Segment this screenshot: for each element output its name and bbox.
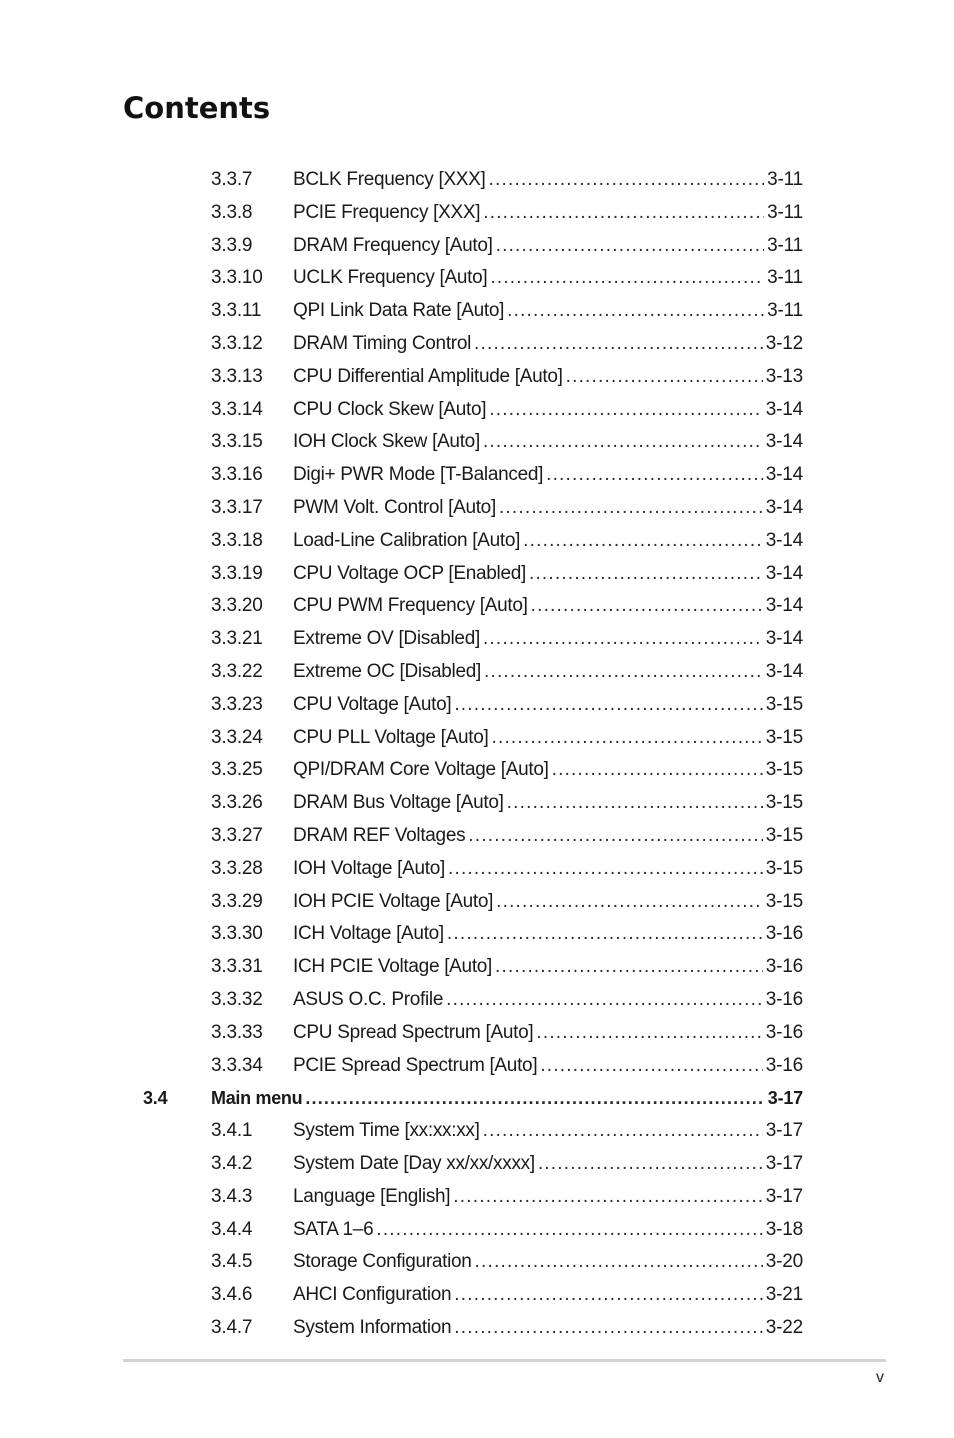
- toc-entry-title: System Date [Day xx/xx/xxxx]: [293, 1152, 535, 1174]
- toc-entry-number: 3.4.7: [211, 1316, 253, 1338]
- toc-dot-leader: [507, 295, 764, 328]
- toc-entry-number: 3.3.30: [211, 923, 263, 945]
- toc-entry-line: [293, 558, 803, 591]
- toc-entry-title: ICH PCIE Voltage [Auto]: [293, 956, 493, 978]
- toc-entry-title: IOH Voltage [Auto]: [293, 857, 445, 879]
- toc-entry-number: 3.3.29: [211, 890, 263, 912]
- toc-entry-line: [293, 722, 803, 755]
- toc-entry-number: 3.3.15: [211, 431, 263, 453]
- toc-entry-page: 3-11: [767, 300, 803, 322]
- toc-entry-line: [293, 1312, 803, 1345]
- toc-entry[interactable]: [0, 164, 954, 197]
- toc-entry-title: Main menu: [211, 1088, 303, 1109]
- toc-entry-line: [293, 1115, 803, 1148]
- toc-entry-page: 3-15: [765, 857, 803, 879]
- toc-entry-number: 3.3.28: [211, 857, 263, 879]
- toc-entry[interactable]: [0, 886, 954, 919]
- toc-dot-leader: [489, 164, 765, 197]
- toc-entry-line: [293, 230, 803, 263]
- toc-dot-leader: [507, 787, 763, 820]
- toc-entry-title: CPU Spread Spectrum [Auto]: [293, 1021, 534, 1043]
- toc-entry-line: [293, 820, 803, 853]
- toc-entry-page: 3-21: [765, 1284, 803, 1306]
- toc-entry[interactable]: [0, 951, 954, 984]
- toc-entry-title: Extreme OC [Disabled]: [293, 660, 481, 682]
- toc-entry-number: 3.3.17: [211, 496, 263, 518]
- toc-entry-title: IOH PCIE Voltage [Auto]: [293, 890, 494, 912]
- toc-entry-page: 3-14: [765, 628, 803, 650]
- page-title: Contents: [123, 91, 271, 125]
- toc-entry[interactable]: [0, 590, 954, 623]
- toc-dot-leader: [447, 918, 763, 951]
- toc-entry-page: 3-11: [767, 234, 803, 256]
- toc-entry-page: 3-14: [765, 562, 803, 584]
- toc-dot-leader: [538, 1148, 763, 1181]
- toc-dot-leader: [454, 689, 762, 722]
- toc-entry-page: 3-17: [767, 1088, 803, 1109]
- toc-entry[interactable]: [0, 754, 954, 787]
- toc-entry-page: 3-22: [765, 1316, 803, 1338]
- toc-entry-line: [293, 459, 803, 492]
- toc-entry-title: PCIE Frequency [XXX]: [293, 201, 481, 223]
- toc-entry-line: [293, 1148, 803, 1181]
- toc-entry-page: 3-16: [765, 1054, 803, 1076]
- toc-entry-title: ASUS O.C. Profile: [293, 988, 444, 1010]
- toc-entry-line: [293, 689, 803, 722]
- toc-entry[interactable]: [0, 722, 954, 755]
- toc-entry-title: Load-Line Calibration [Auto]: [293, 529, 521, 551]
- toc-entry-title: PWM Volt. Control [Auto]: [293, 496, 496, 518]
- toc-entry[interactable]: [0, 1050, 954, 1083]
- toc-entry-page: 3-11: [767, 201, 803, 223]
- toc-entry-line: [293, 984, 803, 1017]
- toc-entry[interactable]: [0, 918, 954, 951]
- toc-entry-page: 3-16: [765, 923, 803, 945]
- toc-entry-line: [293, 426, 803, 459]
- toc-entry-line: [293, 361, 803, 394]
- toc-entry-number: 3.3.34: [211, 1054, 263, 1076]
- toc-entry-number: 3.4.1: [211, 1120, 253, 1142]
- toc-dot-leader: [496, 886, 763, 919]
- toc-entry[interactable]: [0, 656, 954, 689]
- toc-entry-title: CPU Clock Skew [Auto]: [293, 398, 487, 420]
- toc-dot-leader: [483, 1115, 763, 1148]
- toc-entry-title: PCIE Spread Spectrum [Auto]: [293, 1054, 538, 1076]
- toc-entry-number: 3.3.23: [211, 693, 263, 715]
- toc-entry[interactable]: [0, 558, 954, 591]
- toc-entry-page: 3-14: [765, 496, 803, 518]
- toc-entry-number: 3.3.16: [211, 464, 263, 486]
- toc-entry-title: CPU Voltage OCP [Enabled]: [293, 562, 526, 584]
- toc-entry-page: 3-11: [767, 169, 803, 190]
- toc-section-entry[interactable]: [0, 1082, 954, 1115]
- toc-dot-leader: [453, 1181, 762, 1214]
- toc-entry-number: 3.3.22: [211, 660, 263, 682]
- toc-entry[interactable]: [0, 787, 954, 820]
- toc-entry-title: DRAM REF Voltages: [293, 824, 466, 846]
- toc-entry-title: AHCI Configuration: [293, 1284, 452, 1306]
- toc-entry[interactable]: [0, 230, 954, 263]
- toc-entry-line: [293, 918, 803, 951]
- toc-entry[interactable]: [0, 1181, 954, 1214]
- toc-entry-title: DRAM Frequency [Auto]: [293, 234, 493, 256]
- toc-entry-line: [211, 1082, 803, 1115]
- toc-entry-line: [293, 1181, 803, 1214]
- toc-entry-page: 3-15: [765, 759, 803, 781]
- toc-entry-title: CPU PLL Voltage [Auto]: [293, 726, 489, 748]
- toc-entry-page: 3-16: [765, 988, 803, 1010]
- toc-entry-line: [293, 787, 803, 820]
- toc-dot-leader: [529, 558, 763, 591]
- toc-entry-number: 3.3.26: [211, 792, 263, 814]
- toc-entry-page: 3-16: [765, 1021, 803, 1043]
- toc-entry-number: 3.3.31: [211, 956, 263, 978]
- toc-entry-number: 3.4.4: [211, 1218, 253, 1240]
- toc-entry-title: IOH Clock Skew [Auto]: [293, 431, 480, 453]
- toc-entry-number: 3.3.18: [211, 529, 263, 551]
- toc-dot-leader: [305, 1082, 764, 1115]
- toc-dot-leader: [376, 1214, 762, 1247]
- toc-entry-title: System Information: [293, 1316, 452, 1338]
- toc-dot-leader: [489, 394, 763, 427]
- toc-entry[interactable]: [0, 394, 954, 427]
- toc-entry-line: [293, 656, 803, 689]
- toc-entry-number: 3.3.12: [211, 332, 263, 354]
- toc-entry[interactable]: [0, 984, 954, 1017]
- toc-entry-page: 3-14: [765, 529, 803, 551]
- toc-entry[interactable]: [0, 623, 954, 656]
- toc-entry[interactable]: [0, 1246, 954, 1279]
- toc-entry-page: 3-14: [765, 595, 803, 617]
- toc-entry-number: 3.3.10: [211, 267, 263, 289]
- toc-entry[interactable]: [0, 1279, 954, 1312]
- toc-dot-leader: [495, 951, 763, 984]
- toc-entry[interactable]: [0, 197, 954, 230]
- toc-dot-leader: [454, 1279, 762, 1312]
- toc-entry-page: 3-18: [765, 1218, 803, 1240]
- toc-entry[interactable]: [0, 853, 954, 886]
- toc-entry-line: [293, 853, 803, 886]
- toc-dot-leader: [490, 262, 764, 295]
- toc-entry[interactable]: [0, 328, 954, 361]
- toc-entry-line: [293, 164, 803, 197]
- toc-entry-line: [293, 295, 803, 328]
- toc-dot-leader: [552, 754, 763, 787]
- toc-entry[interactable]: [0, 492, 954, 525]
- toc-entry-page: 3-14: [765, 398, 803, 420]
- toc-entry-number: 3.3.25: [211, 759, 263, 781]
- toc-entry-line: [293, 1214, 803, 1247]
- toc-entry-number: 3.4: [143, 1088, 168, 1109]
- toc-entry-page: 3-15: [765, 726, 803, 748]
- toc-dot-leader: [566, 361, 763, 394]
- toc-dot-leader: [496, 230, 765, 263]
- toc-entry-page: 3-14: [765, 660, 803, 682]
- toc-entry-title: QPI/DRAM Core Voltage [Auto]: [293, 759, 549, 781]
- toc-entry-page: 3-12: [765, 332, 803, 354]
- toc-dot-leader: [446, 984, 763, 1017]
- toc-entry-title: QPI Link Data Rate [Auto]: [293, 300, 505, 322]
- toc-entry-number: 3.3.9: [211, 234, 253, 256]
- toc-entry-page: 3-15: [765, 890, 803, 912]
- toc-entry[interactable]: [0, 1148, 954, 1181]
- toc-entry-title: DRAM Timing Control: [293, 332, 472, 354]
- toc-entry-title: Language [English]: [293, 1185, 451, 1207]
- toc-entry[interactable]: [0, 525, 954, 558]
- toc-entry-page: 3-13: [765, 365, 803, 387]
- toc-entry-title: UCLK Frequency [Auto]: [293, 267, 488, 289]
- toc-entry-title: Storage Configuration: [293, 1251, 472, 1273]
- toc-entry-title: CPU PWM Frequency [Auto]: [293, 595, 528, 617]
- toc-dot-leader: [492, 722, 763, 755]
- toc-dot-leader: [483, 426, 763, 459]
- toc-entry[interactable]: [0, 1017, 954, 1050]
- toc-dot-leader: [483, 197, 764, 230]
- toc-entry-title: CPU Voltage [Auto]: [293, 693, 452, 715]
- toc-entry-number: 3.4.3: [211, 1185, 253, 1207]
- footer-divider: [123, 1359, 886, 1362]
- toc-entry-number: 3.3.13: [211, 365, 263, 387]
- toc-entry-number: 3.3.20: [211, 595, 263, 617]
- toc-dot-leader: [499, 492, 763, 525]
- toc-entry-page: 3-17: [765, 1120, 803, 1142]
- toc-entry[interactable]: [0, 361, 954, 394]
- toc-entry-page: 3-14: [765, 464, 803, 486]
- toc-entry-line: [293, 1246, 803, 1279]
- toc-entry-page: 3-17: [765, 1152, 803, 1174]
- toc-dot-leader: [523, 525, 763, 558]
- toc-entry-title: BCLK Frequency [XXX]: [293, 169, 486, 190]
- toc-entry[interactable]: [0, 1115, 954, 1148]
- toc-entry-title: DRAM Bus Voltage [Auto]: [293, 792, 504, 814]
- toc-entry-line: [293, 262, 803, 295]
- toc-entry-title: Digi+ PWR Mode [T-Balanced]: [293, 464, 544, 486]
- toc-entry-number: 3.3.32: [211, 988, 263, 1010]
- toc-entry-number: 3.3.33: [211, 1021, 263, 1043]
- toc-entry[interactable]: [0, 1214, 954, 1247]
- toc-entry-number: 3.3.21: [211, 628, 263, 650]
- toc-entry-title: System Time [xx:xx:xx]: [293, 1120, 480, 1142]
- toc-dot-leader: [448, 853, 763, 886]
- toc-entry-line: [293, 623, 803, 656]
- toc-dot-leader: [454, 1312, 762, 1345]
- toc-dot-leader: [474, 328, 763, 361]
- toc-entry-line: [293, 951, 803, 984]
- toc-entry-title: Extreme OV [Disabled]: [293, 628, 480, 650]
- toc-dot-leader: [531, 590, 763, 623]
- toc-entry-line: [293, 1050, 803, 1083]
- toc-entry-number: 3.3.19: [211, 562, 263, 584]
- page-number: v: [876, 1369, 884, 1386]
- toc-entry-page: 3-14: [765, 431, 803, 453]
- toc-entry-line: [293, 197, 803, 230]
- toc-entry-line: [293, 328, 803, 361]
- toc-entry-number: 3.3.27: [211, 824, 263, 846]
- toc-entry-line: [293, 886, 803, 919]
- toc-entry-number: 3.4.5: [211, 1251, 253, 1273]
- toc-entry-page: 3-15: [765, 693, 803, 715]
- toc-entry[interactable]: [0, 426, 954, 459]
- toc-entry[interactable]: [0, 689, 954, 722]
- toc-entry[interactable]: [0, 1312, 954, 1345]
- toc-dot-leader: [468, 820, 762, 853]
- toc-entry-number: 3.4.2: [211, 1152, 253, 1174]
- toc-dot-leader: [483, 623, 763, 656]
- toc-entry-title: CPU Differential Amplitude [Auto]: [293, 365, 563, 387]
- toc-entry-page: 3-16: [765, 956, 803, 978]
- toc-entry-line: [293, 590, 803, 623]
- toc-entry-line: [293, 492, 803, 525]
- toc-entry-number: 3.3.8: [211, 201, 253, 223]
- toc-entry-line: [293, 1279, 803, 1312]
- toc-entry-page: 3-15: [765, 824, 803, 846]
- toc-dot-leader: [484, 656, 763, 689]
- toc-entry-number: 3.3.11: [211, 300, 262, 322]
- toc-entry-title: SATA 1–6: [293, 1218, 374, 1240]
- toc-entry-line: [293, 1017, 803, 1050]
- toc-entry-number: 3.3.24: [211, 726, 263, 748]
- toc-entry-title: ICH Voltage [Auto]: [293, 923, 444, 945]
- toc-entry[interactable]: [0, 459, 954, 492]
- toc-dot-leader: [536, 1017, 762, 1050]
- toc-entry[interactable]: [0, 295, 954, 328]
- toc-dot-leader: [540, 1050, 762, 1083]
- toc-entry-line: [293, 525, 803, 558]
- toc-entry-page: 3-17: [765, 1185, 803, 1207]
- toc-entry[interactable]: [0, 820, 954, 853]
- toc-entry-line: [293, 754, 803, 787]
- toc-entry-line: [293, 394, 803, 427]
- table-of-contents: [0, 164, 954, 1345]
- toc-entry-page: 3-11: [767, 267, 803, 289]
- toc-entry-page: 3-20: [765, 1251, 803, 1273]
- toc-entry-page: 3-15: [765, 792, 803, 814]
- toc-dot-leader: [546, 459, 763, 492]
- toc-entry-number: 3.3.14: [211, 398, 263, 420]
- toc-dot-leader: [475, 1246, 763, 1279]
- toc-entry-number: 3.3.7: [211, 169, 253, 190]
- toc-entry-number: 3.4.6: [211, 1284, 253, 1306]
- toc-entry[interactable]: [0, 262, 954, 295]
